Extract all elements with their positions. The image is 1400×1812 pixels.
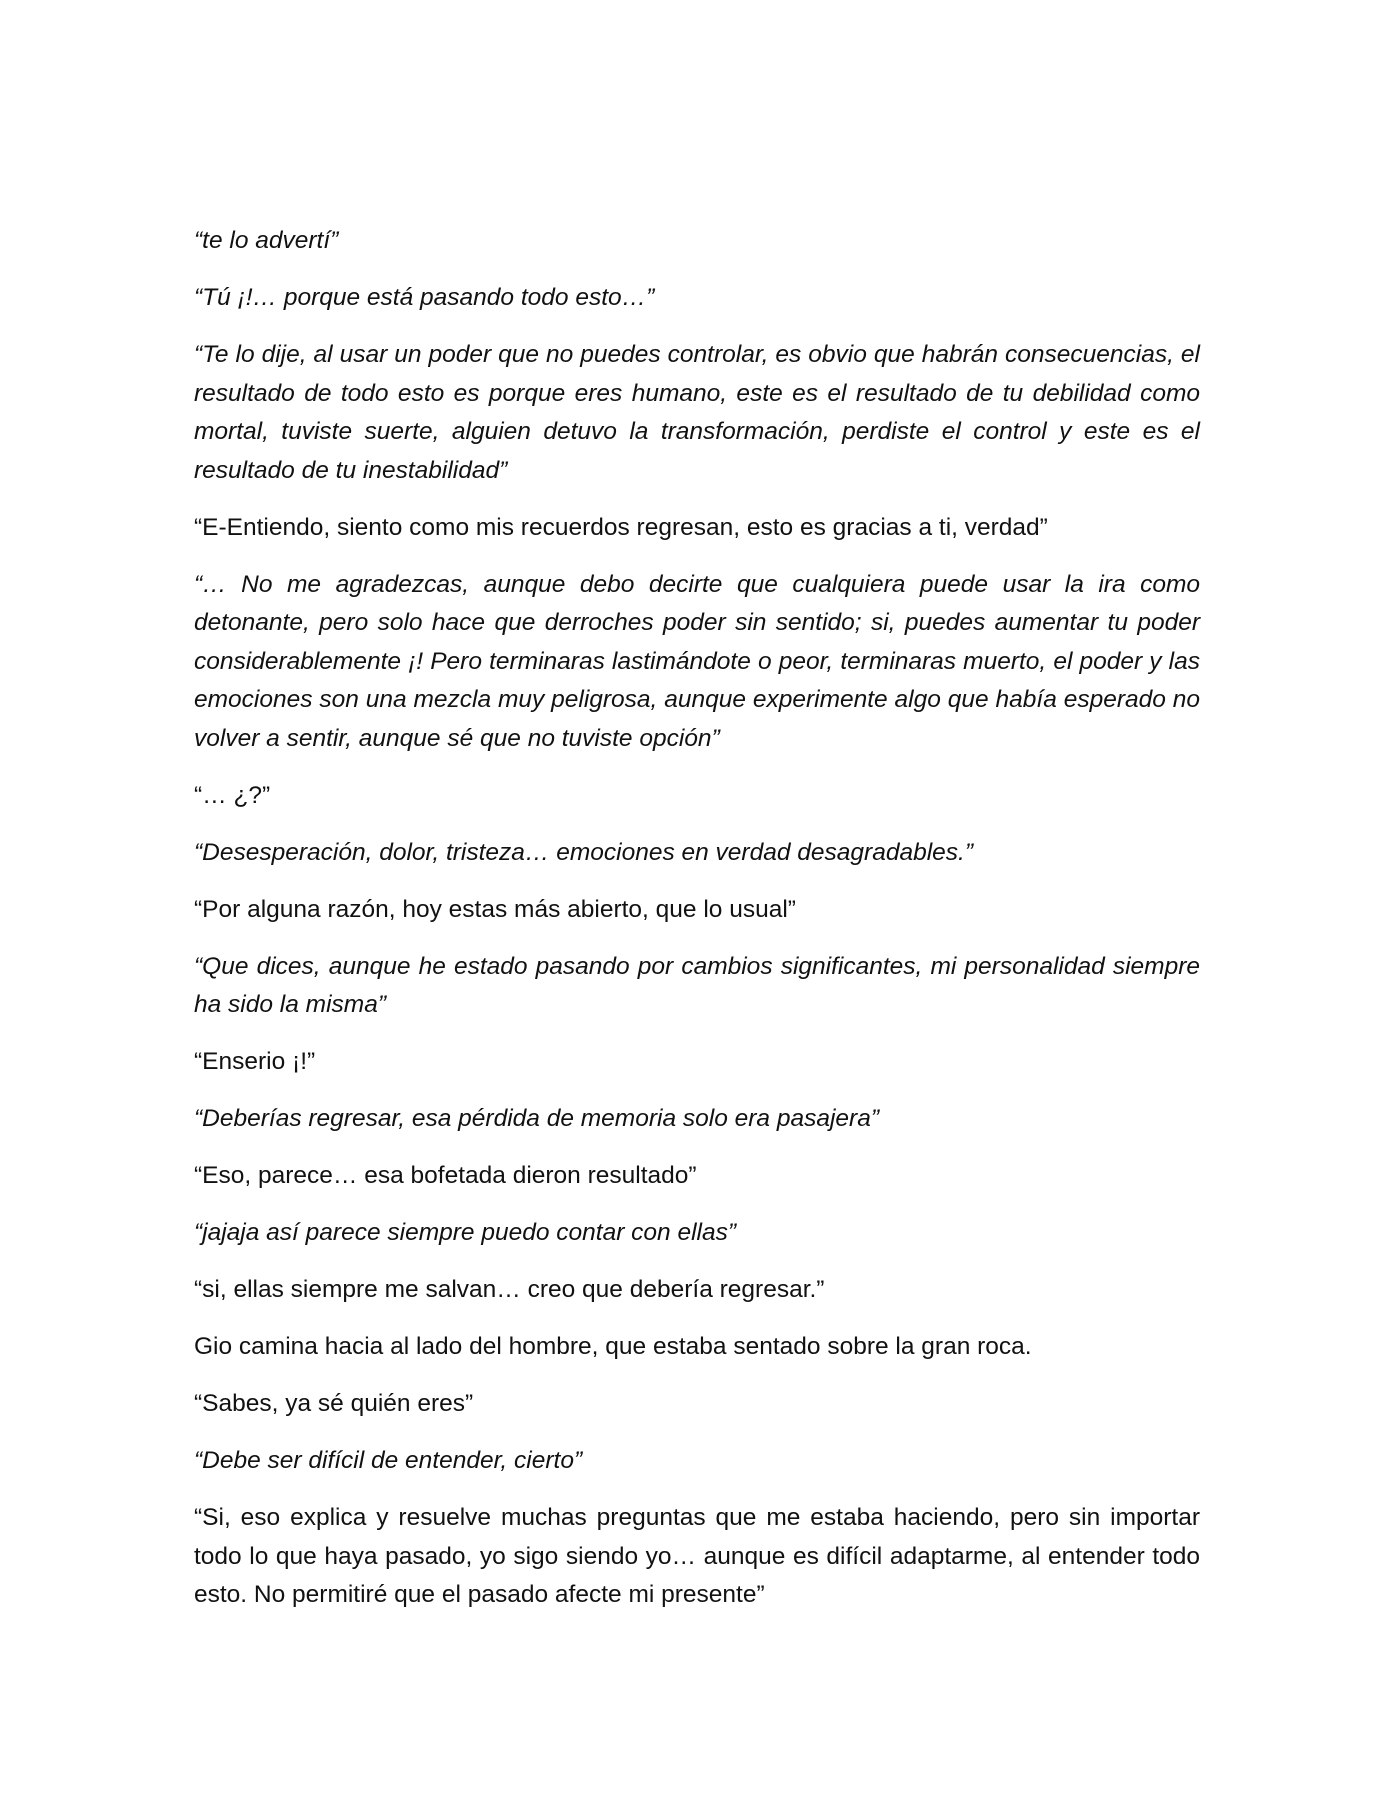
paragraph-16: “Debe ser difícil de entender, cierto” — [194, 1447, 583, 1474]
paragraph-13: “si, ellas siempre me salvan… creo que debería regresar.” — [194, 1276, 825, 1303]
paragraph-17: “Si, eso explica y resuelve muchas preguntas que me estaba haciendo, pero sin importar todo lo que haya pasado, yo sigo siendo yo… aunque es difícil adaptarme, al entender todo esto. No permitiré que el pasado afecte mi presente” — [194, 1504, 1200, 1608]
paragraph-9: “Enserio ¡!” — [194, 1048, 316, 1075]
paragraph-1: “Tú ¡!… porque está pasando todo esto…” — [194, 284, 655, 311]
paragraph-14: Gio camina hacia al lado del hombre, que estaba sentado sobre la gran roca. — [194, 1333, 1032, 1360]
document-body — [194, 222, 1200, 1633]
paragraph-6: “Desesperación, dolor, tristeza… emociones en verdad desagradables.” — [194, 838, 973, 866]
paragraph-3: “E-Entiendo, siento como mis recuerdos regresan, esto es gracias a ti, verdad” — [194, 513, 1048, 541]
paragraph-10: “Deberías regresar, esa pérdida de memoria solo era pasajera” — [194, 1105, 879, 1132]
paragraph-15: “Sabes, ya sé quién eres” — [194, 1390, 474, 1417]
paragraph-8: “Que dices, aunque he estado pasando por cambios significantes, mi personalidad siempre ha sido la misma” — [194, 952, 1200, 1018]
paragraph-2: “Te lo dije, al usar un poder que no puedes controlar, es obvio que habrán consecuencias, el resultado de todo esto es porque eres humano, este es el resultado de tu debilidad como mortal, tuviste suerte, alguien detuvo la transformación, perdiste el control y este es el resultado de tu inestabilidad” — [194, 341, 1200, 484]
paragraph-12: “jajaja así parece siempre puedo contar con ellas” — [194, 1219, 737, 1246]
paragraph-0: “te lo advertí” — [194, 227, 339, 254]
paragraph-4: “… No me agradezcas, aunque debo decirte que cualquiera puede usar la ira como detonante, pero solo hace que derroches poder sin sentido; si, puedes aumentar tu poder considerablemente ¡! Pero terminaras lastimándote o peor, terminaras muerto, el poder y las emociones son una mezcla muy peligrosa, aunque experimente algo que había esperado no volver a sentir, aunque sé que no tuviste opción” — [194, 570, 1200, 752]
paragraph-5: “… ¿?” — [194, 781, 271, 809]
paragraph-7: “Por alguna razón, hoy estas más abierto, que lo usual” — [194, 895, 796, 923]
paragraph-11: “Eso, parece… esa bofetada dieron resultado” — [194, 1162, 697, 1189]
